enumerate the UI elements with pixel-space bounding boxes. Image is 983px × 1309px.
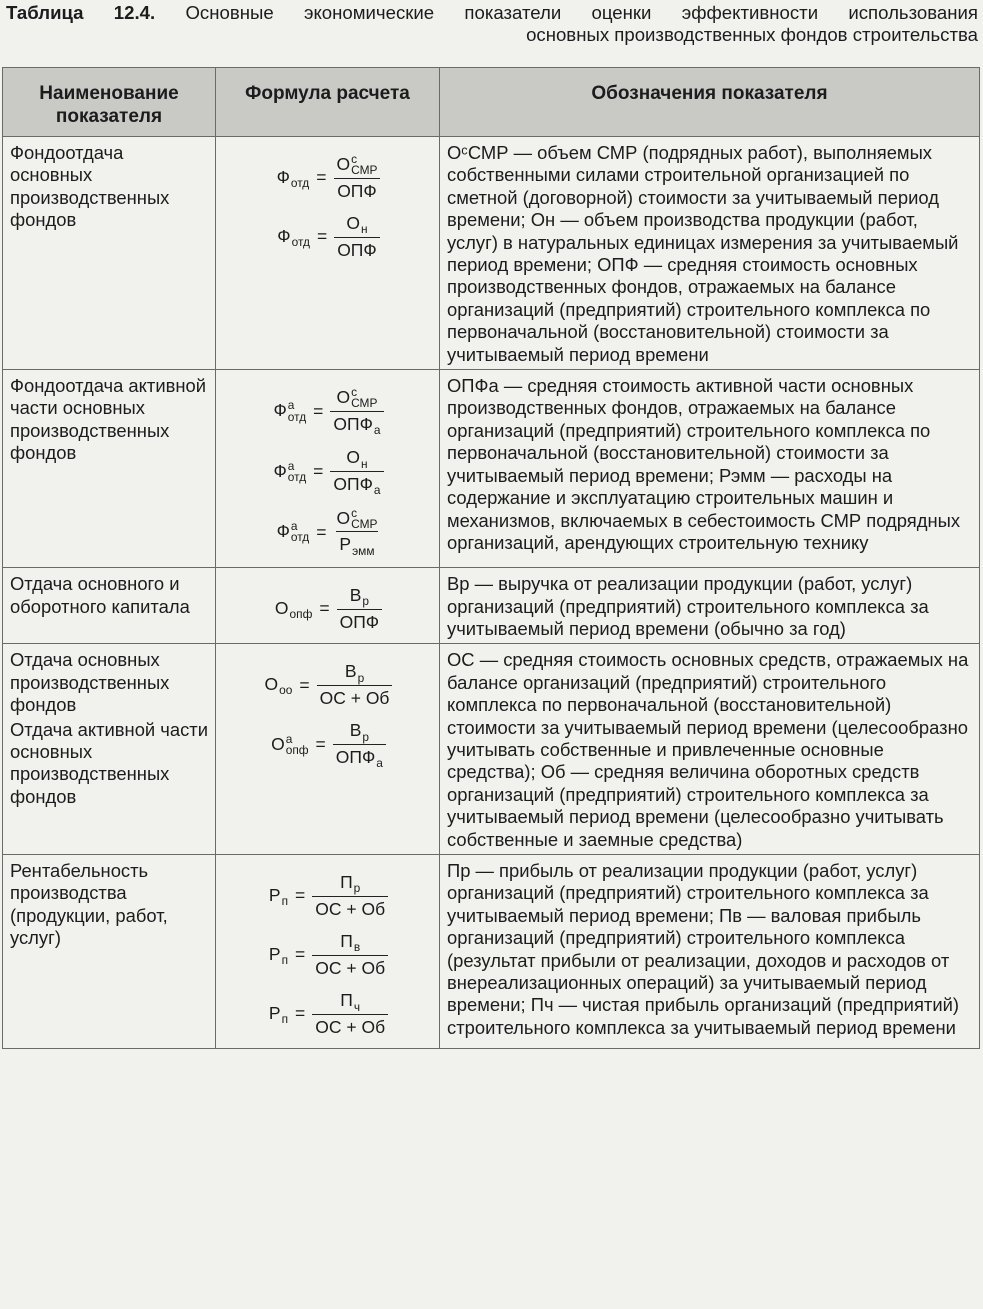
formula-cell — [216, 854, 440, 1048]
formula — [220, 871, 437, 920]
caption-line-1: Основные экономические показатели оценки эффективности использования — [155, 2, 978, 23]
notation-cell: Пр — прибыль от реализации продукции (работ, услуг) организаций (предприятий) строительного комплекса за учитываемый период времени; Пв — валовая прибыль организаций (предприятий) строительного комплекса (результат прибыли от реализации, доходов и расходов от внереализационных операций) за учитываемый период времени; Пч — чистая прибыль организаций (предприятий) строительного комплекса за учитываемый период времени — [440, 854, 980, 1048]
fraction-numerator — [333, 386, 380, 411]
numerator-symbol: О с СМР — [336, 385, 378, 411]
numerator-symbol-sup: с — [351, 152, 358, 167]
fraction-denominator — [312, 955, 388, 979]
numerator-symbol-scripts — [354, 872, 361, 895]
formula-lhs-sub: отд — [287, 409, 307, 424]
numerator-symbol-scripts — [351, 387, 377, 410]
numerator-symbol-scripts — [351, 505, 378, 532]
numerator-symbol-sub: ч — [353, 999, 361, 1014]
formula — [220, 660, 437, 709]
equals-sign: = — [313, 461, 324, 482]
numerator-symbol-sub: р — [353, 881, 361, 896]
formula-lhs: Ф а отд — [273, 458, 307, 485]
notation-cell: ОПФа — средняя стоимость активной части основных производственных фондов, отражаемых на балансе организаций (предприятий) строительного комплекса по первоначальной (восстановительной) стоимости за учитываемый период времени; Рэмм — расходы на содержание и эксплуатацию строительных машин и механизмов, включаемых в себестоимость СМР подрядных организаций, арендующих строительную технику — [440, 370, 980, 568]
fraction — [333, 507, 380, 557]
formula — [220, 930, 437, 979]
denominator-symbol: ОС + Об — [315, 957, 386, 978]
fraction-denominator — [317, 685, 393, 709]
formula-lhs-sup: а — [287, 458, 295, 473]
indicator-name-cell — [3, 568, 216, 644]
fraction — [330, 386, 383, 436]
indicator-name-cell — [3, 854, 216, 1048]
formula-cell — [216, 568, 440, 644]
fraction-denominator — [334, 237, 380, 261]
indicator-name: Рентабельность производства (продукции, работ, услуг) — [10, 859, 168, 949]
numerator-symbol-sub: СМР — [351, 517, 378, 532]
denominator-symbol: ОС + Об — [315, 898, 386, 919]
numerator-symbol-sub: р — [357, 670, 365, 685]
formula-lhs-sup: а — [290, 519, 298, 534]
numerator-symbol-sub: р — [362, 594, 369, 609]
formula — [220, 446, 437, 496]
fraction-numerator — [347, 584, 372, 609]
formula-lhs-sub: п — [281, 894, 289, 909]
numerator-symbol-sub: н — [360, 456, 368, 471]
fraction — [333, 719, 386, 769]
denominator-symbol: ОПФ — [337, 180, 377, 201]
fraction-numerator — [333, 507, 380, 532]
indicator-name-cell — [3, 644, 216, 855]
table-number: Таблица 12.4. — [6, 2, 156, 23]
numerator-symbol-scripts — [351, 154, 377, 177]
denominator-symbol-sub: а — [373, 483, 381, 498]
equals-sign: = — [316, 167, 327, 188]
formula-lhs: Ф а отд — [276, 519, 310, 545]
numerator-symbol-sub: в — [353, 940, 361, 955]
notation-cell: ОС — средняя стоимость основных средств, отражаемых на балансе организаций (предприятий) строительного комплекса по первоначальной (восстановительной) стоимости за учитываемый период времени (целесообразно учитывать собственные и привлеченные основные средства); Об — средняя величина оборотных средств организаций (предприятий) строительного комплекса за учитываемый период времени (целесообразно учитывать собственные и заемные средства) — [440, 644, 980, 855]
table-row — [3, 370, 980, 568]
numerator-symbol-scripts — [361, 213, 368, 236]
fraction-numerator — [343, 212, 370, 237]
fraction — [333, 153, 380, 202]
denominator-symbol-scripts — [374, 414, 381, 437]
formula-lhs-sup: а — [285, 731, 293, 746]
formula-lhs-scripts — [282, 1003, 288, 1026]
denominator-symbol: Р эмм — [339, 534, 375, 558]
header-formula: Формула расчета — [216, 68, 440, 137]
numerator-symbol-sub: СМР — [351, 163, 378, 178]
fraction-denominator — [312, 896, 388, 920]
formula-lhs-sub: отд — [290, 176, 310, 191]
formula-lhs-sub: опф — [285, 743, 309, 758]
equals-sign: = — [316, 521, 327, 542]
formula-lhs: О оо — [264, 674, 293, 698]
numerator-symbol: О с СМР — [336, 152, 378, 178]
denominator-symbol: ОПФ а — [333, 474, 381, 498]
formula-lhs-scripts — [285, 731, 309, 758]
numerator-symbol-sub: СМР — [351, 396, 378, 411]
denominator-symbol: ОПФ — [337, 239, 377, 260]
indicator-name: Отдача основного и оборотного капитала — [10, 573, 190, 617]
formula-lhs-scripts — [292, 226, 310, 249]
formula-lhs: О а опф — [271, 731, 309, 758]
table-row — [3, 854, 980, 1048]
numerator-symbol: О н — [346, 213, 368, 237]
numerator-symbol-sup: с — [351, 505, 358, 520]
equals-sign: = — [313, 401, 324, 422]
denominator-symbol: ОПФ — [339, 611, 380, 632]
equals-sign: = — [295, 885, 306, 906]
formula — [220, 153, 437, 202]
fraction-numerator — [333, 153, 380, 178]
formula-lhs-scripts — [282, 944, 288, 967]
equals-sign: = — [315, 734, 326, 755]
numerator-symbol: П ч — [340, 990, 361, 1014]
numerator-symbol-scripts — [362, 585, 369, 608]
notation-cell: Вр — выручка от реализации продукции (работ, услуг) организаций (предприятий) строительного комплекса за учитываемый период времени (обычно за год) — [440, 568, 980, 644]
denominator-symbol-sub: а — [376, 756, 383, 771]
fraction-denominator — [333, 744, 386, 770]
denominator-symbol-scripts — [352, 535, 374, 558]
fraction — [312, 930, 388, 979]
formula-cell — [216, 370, 440, 568]
table-row — [3, 644, 980, 855]
fraction-denominator — [336, 531, 377, 557]
numerator-symbol-scripts — [362, 720, 369, 743]
equals-sign: = — [299, 674, 310, 695]
numerator-symbol-scripts — [354, 931, 360, 954]
formula-lhs-sub: оо — [279, 683, 293, 698]
equals-sign: = — [319, 598, 330, 619]
numerator-symbol-scripts — [361, 447, 368, 470]
table-row — [3, 568, 980, 644]
formula-lhs-sub: п — [281, 953, 289, 968]
fraction-denominator — [312, 1014, 388, 1038]
denominator-symbol-sub: эмм — [352, 543, 375, 558]
fraction-numerator — [337, 871, 363, 896]
denominator-symbol: ОПФ а — [335, 747, 383, 771]
header-notation: Обозначения показателя — [440, 68, 980, 137]
equals-sign: = — [295, 1003, 306, 1024]
fraction-numerator — [342, 660, 367, 685]
formula-lhs: Ф а отд — [273, 398, 307, 424]
formula-lhs: Р п — [268, 1002, 289, 1027]
formula-lhs-scripts — [291, 521, 309, 544]
formula-lhs-scripts — [290, 598, 313, 621]
indicator-name-cell — [3, 370, 216, 568]
fraction — [312, 989, 388, 1038]
table-row — [3, 137, 980, 370]
formula-lhs-scripts — [279, 674, 292, 697]
caption-line-2: основных производственных фондов строительства — [526, 24, 978, 45]
numerator-symbol: О с СМР — [336, 505, 378, 532]
formula-lhs-sub: отд — [290, 530, 310, 545]
formula-lhs-sub: п — [281, 1012, 289, 1027]
formula-cell — [216, 644, 440, 855]
formula-lhs-sup: а — [287, 398, 295, 413]
numerator-symbol-sub: н — [360, 222, 368, 237]
fraction-denominator — [330, 471, 383, 497]
header-row — [3, 68, 980, 137]
fraction — [337, 584, 383, 633]
fraction-denominator — [330, 411, 383, 437]
numerator-symbol: В р — [349, 720, 369, 744]
indicator-name-secondary: Отдача активной части основных производственных фондов — [10, 718, 209, 807]
indicator-name: Фондоотдача активной части основных производственных фондов — [10, 375, 207, 464]
fraction-numerator — [337, 930, 363, 955]
fraction-numerator — [343, 446, 370, 471]
formula-lhs-scripts — [291, 167, 309, 190]
indicators-table — [2, 67, 980, 1049]
numerator-symbol-scripts — [358, 661, 365, 684]
indicator-name: Фондоотдача основных производственных фондов — [10, 142, 170, 231]
fraction — [312, 871, 388, 920]
formula-lhs-scripts — [282, 885, 288, 908]
numerator-symbol-sub: р — [362, 729, 369, 744]
formula-lhs-sub: отд — [287, 470, 307, 485]
formula — [220, 719, 437, 769]
fraction-numerator — [347, 719, 372, 744]
formula — [220, 989, 437, 1038]
fraction-denominator — [334, 178, 380, 202]
numerator-symbol: О н — [346, 447, 368, 471]
indicator-name-cell — [3, 137, 216, 370]
equals-sign: = — [316, 226, 328, 247]
denominator-symbol: ОПФ а — [333, 413, 381, 438]
formula-lhs: Р п — [268, 884, 289, 909]
notation-cell: ОᶜСМР — объем СМР (подрядных работ), выполняемых собственными силами строительной организацией по сметной (договорной) стоимости за учитываемый период времени; Он — объем производства продукции (работ, услуг) в натуральных единицах измерения за учитываемый период времени; ОПФ — средняя стоимость основных производственных фондов, отражаемых на балансе организаций (предприятий) строительного комплекса по первоначальной (восстановительной) стоимости за учитываемый период времени — [440, 137, 980, 370]
indicator-name: Отдача основных производственных фондов — [10, 649, 170, 716]
numerator-symbol: П р — [340, 871, 361, 896]
denominator-symbol: ОС + Об — [315, 1016, 386, 1037]
formula-lhs-sub: опф — [289, 607, 313, 622]
formula-lhs-scripts — [288, 400, 306, 423]
formula — [220, 584, 437, 633]
formula-lhs: Р п — [268, 943, 289, 968]
numerator-symbol: П в — [340, 931, 361, 955]
numerator-symbol-sup: с — [351, 385, 358, 400]
formula — [220, 386, 437, 436]
formula-lhs: О опф — [274, 597, 313, 622]
numerator-symbol: В р — [344, 661, 365, 685]
fraction — [317, 660, 393, 709]
equals-sign: = — [295, 944, 306, 965]
table-caption — [6, 2, 978, 46]
denominator-symbol-scripts — [376, 747, 383, 770]
formula — [220, 212, 437, 261]
denominator-symbol-scripts — [374, 474, 381, 497]
formula-lhs: Ф отд — [276, 166, 310, 191]
header-name: Наименование показателя — [3, 68, 216, 137]
fraction-numerator — [337, 989, 363, 1014]
fraction-denominator — [337, 609, 383, 633]
denominator-symbol-sub: а — [373, 423, 381, 438]
formula-cell — [216, 137, 440, 370]
numerator-symbol-scripts — [354, 990, 360, 1013]
fraction — [334, 212, 380, 261]
numerator-symbol: В р — [349, 585, 369, 609]
fraction — [330, 446, 383, 496]
denominator-symbol: ОС + Об — [319, 687, 390, 708]
formula — [220, 507, 437, 557]
formula-lhs-sub: отд — [291, 235, 310, 250]
formula-lhs: Ф отд — [277, 225, 310, 250]
